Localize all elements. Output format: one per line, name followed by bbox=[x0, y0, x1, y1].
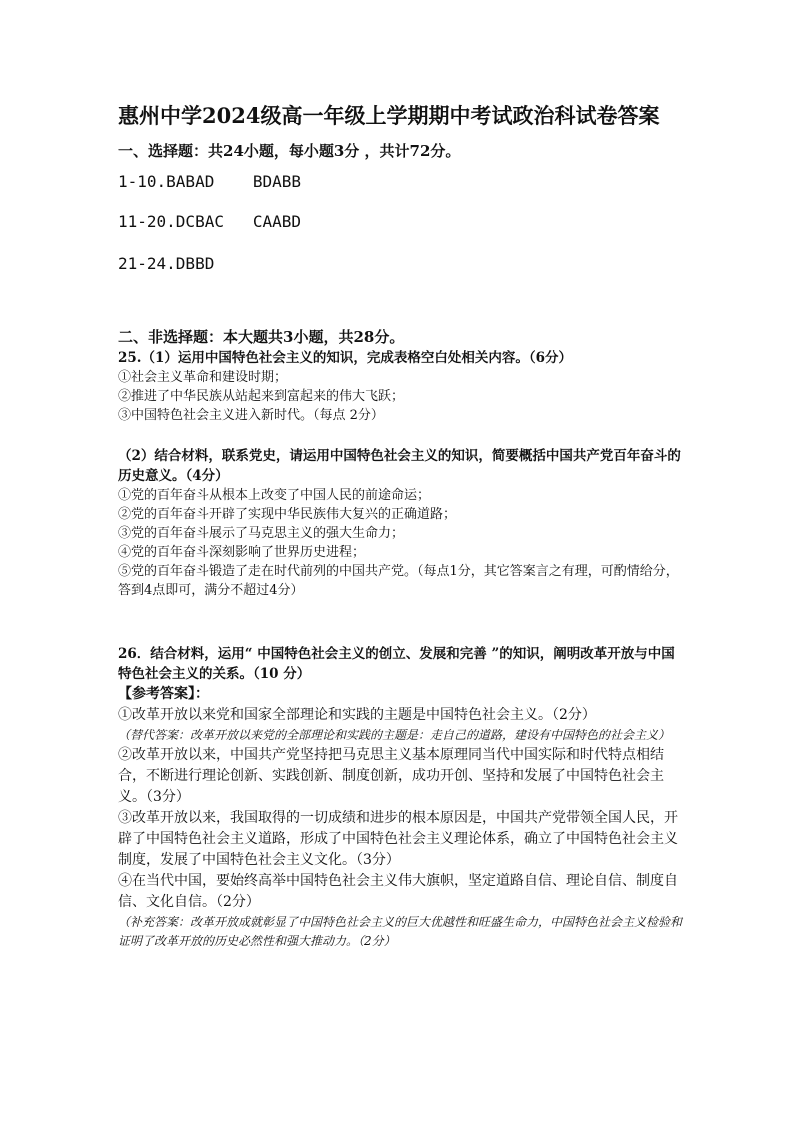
q26-question: 26．结合材料，运用“ 中国特色社会主义的创立、发展和完善 ”的知识，阐明改革开放与中国特色社会主义的关系。（10 分） bbox=[118, 646, 675, 682]
answer-row-3 bbox=[118, 254, 214, 273]
q25-2-point: ⑤党的百年奋斗锻造了走在时代前列的中国共产党。（每点1分，其它答案言之有理，可酌情给分，答到4点即可，满分不超过4分） bbox=[118, 564, 679, 598]
q25-2-point: ①党的百年奋斗从根本上改变了中国人民的前途命运； bbox=[118, 488, 431, 503]
q25-1-question: 25.（1）运用中国特色社会主义的知识，完成表格空白处相关内容。（6分） bbox=[118, 350, 573, 366]
answer-row-1 bbox=[118, 172, 301, 191]
q26-point-4: ④在当代中国，要始终高举中国特色社会主义伟大旗帜，坚定道路自信、理论自信、制度自信、文化自信。（2分） bbox=[118, 873, 678, 910]
section1-heading: 一、选择题：共24小题，每小题3分 ，共计72分。 bbox=[118, 142, 461, 160]
section2-heading: 二、非选择题：本大题共3小题，共28分。 bbox=[118, 328, 405, 346]
q26-point-1-text: ①改革开放以来党和国家全部理论和实践的主题是中国特色社会主义。（2分） bbox=[118, 707, 596, 723]
page-title: 惠州中学2024级高一年级上学期期中考试政治科试卷答案 bbox=[118, 103, 660, 128]
answer-range: 1-10.BABAD bbox=[118, 172, 215, 191]
reference-answer-label: 【参考答案】： bbox=[118, 686, 209, 702]
q25-part2 bbox=[118, 446, 683, 600]
q25-1-point: ③中国特色社会主义进入新时代。（每点 2分） bbox=[118, 408, 384, 423]
answer-range: 11-20.DCBAC bbox=[118, 212, 224, 231]
q25-1-point: ①社会主义革命和建设时期； bbox=[118, 370, 288, 385]
q25-2-point: ④党的百年奋斗深刻影响了世界历史进程； bbox=[118, 545, 366, 560]
answer-rest: CAABD bbox=[252, 212, 302, 231]
q25-2-question: （2）结合材料，联系党史，请运用中国特色社会主义的知识，简要概括中国共产党百年奋斗的历史意义。（4分） bbox=[118, 448, 681, 484]
q26-point-3: ③改革开放以来，我国取得的一切成绩和进步的根本原因是，中国共产党带领全国人民，开辟了中国特色社会主义道路，形成了中国特色社会主义理论体系，确立了中国特色社会主义制度，发展了中国特色社会主义文化。（3分） bbox=[118, 810, 678, 868]
answer-row-2 bbox=[118, 212, 301, 231]
q26-alt-answer: （替代答案：改革开放以来党的全部理论和实践的主题是：走自己的道路，建设有中国特色的社会主义） bbox=[118, 728, 671, 742]
q25-2-point: ②党的百年奋斗开辟了实现中华民族伟大复兴的正确道路； bbox=[118, 507, 457, 522]
q26-point-1 bbox=[118, 684, 683, 726]
q25-part1 bbox=[118, 348, 683, 425]
q26-supplement-answer: （补充答案：改革开放成就彰显了中国特色社会主义的巨大优越性和旺盛生命力，中国特色社会主义检验和证明了改革开放的历史必然性和强大推动力。（2分） bbox=[118, 915, 683, 948]
answer-range: 21-24.DBBD bbox=[118, 254, 215, 273]
q26 bbox=[118, 644, 683, 951]
answer-rest: BDABB bbox=[252, 172, 302, 191]
q25-1-point: ②推进了中华民族从站起来到富起来的伟大飞跃； bbox=[118, 389, 405, 404]
q26-point-2: ②改革开放以来，中国共产党坚持把马克思主义基本原理同当代中国实际和时代特点相结合，不断进行理论创新、实践创新、制度创新，成功开创、坚持和发展了中国特色社会主义。（3分） bbox=[118, 747, 664, 805]
q25-2-point: ③党的百年奋斗展示了马克思主义的强大生命力； bbox=[118, 526, 405, 541]
